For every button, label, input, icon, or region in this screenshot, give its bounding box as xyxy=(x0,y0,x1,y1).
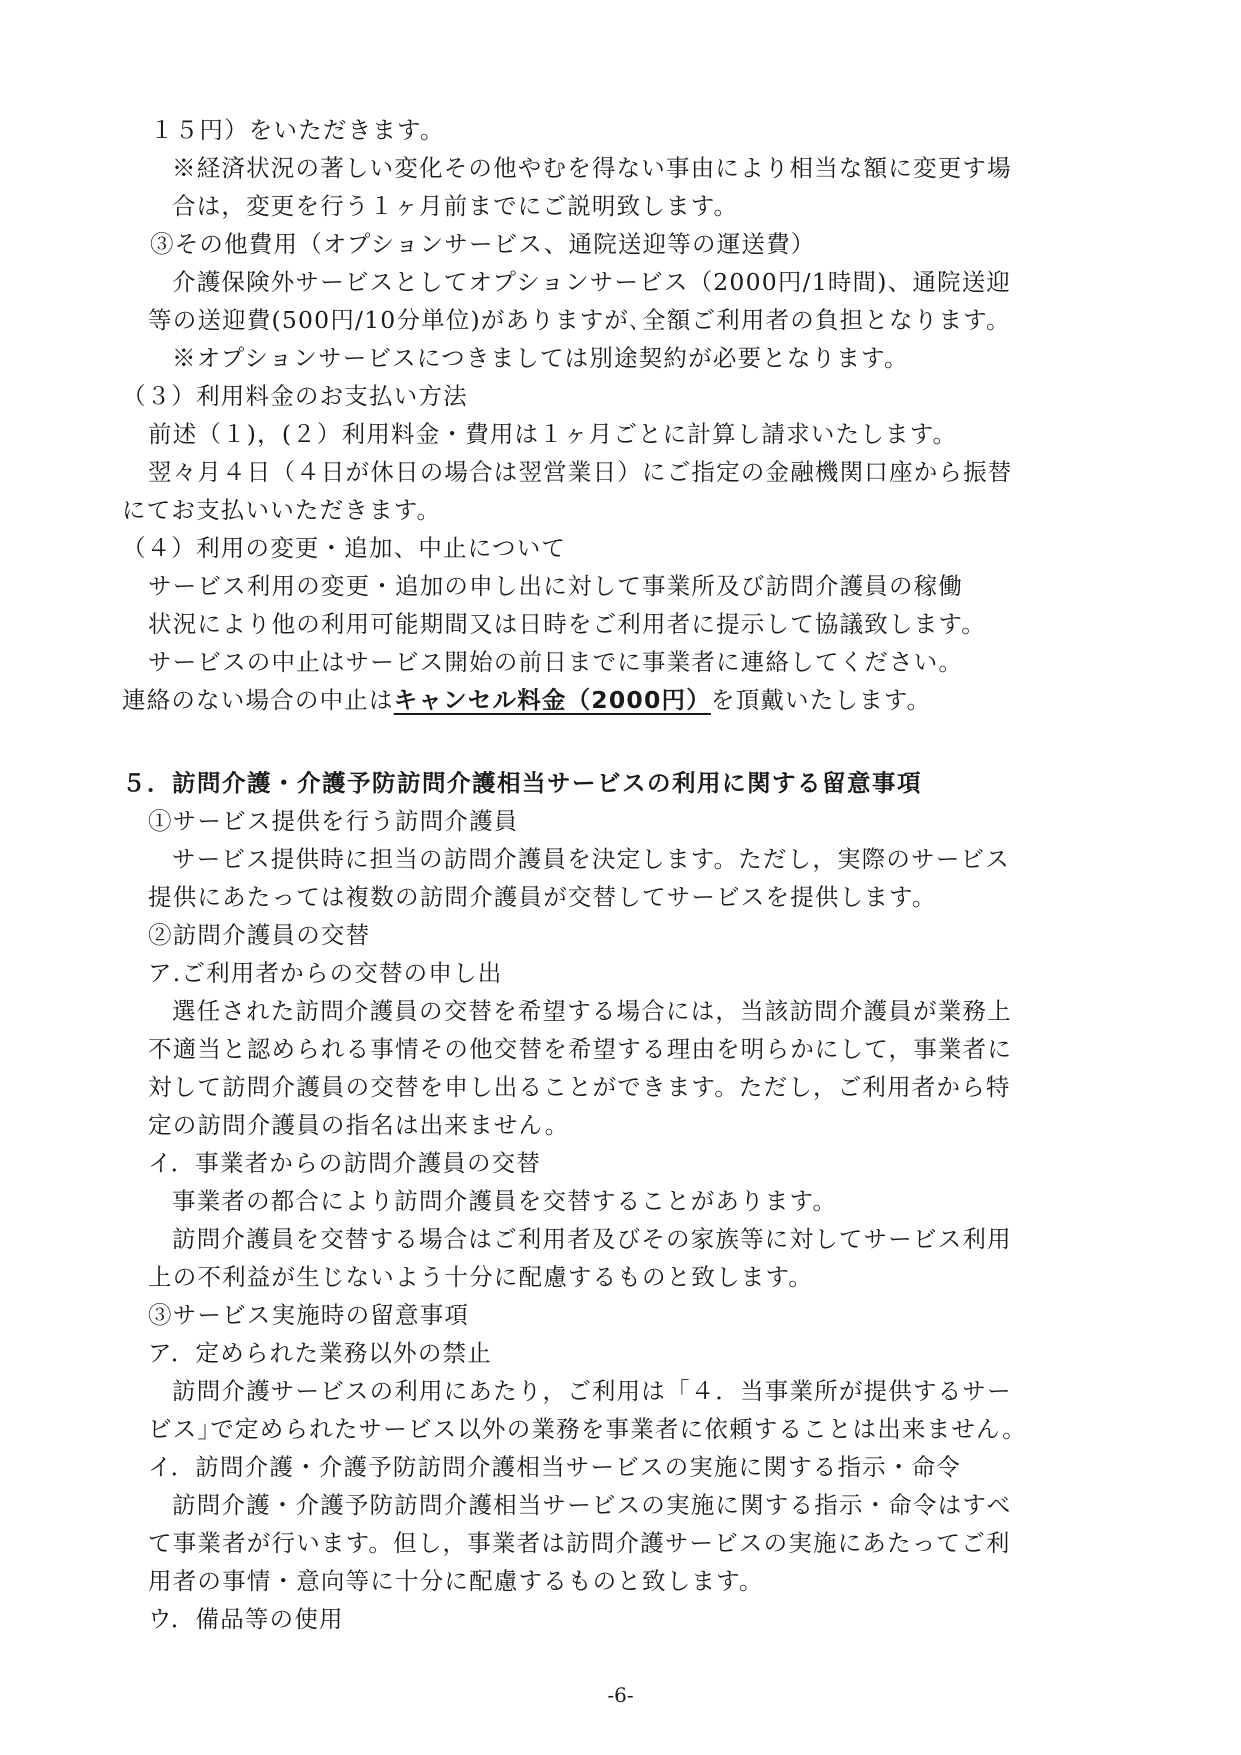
text-line: 不適当と認められる事情その他交替を希望する理由を明らかにして，事業者に xyxy=(148,1035,1013,1063)
text-line: ※オプションサービスにつきましては別途契約が必要となります。 xyxy=(172,344,909,372)
subsection-heading: （３）利用料金のお支払い方法 xyxy=(122,382,468,410)
text-line: 上の不利益が生じないよう十分に配慮するものと致します。 xyxy=(148,1263,814,1291)
text-line: 訪問介護サービスの利用にあたり，ご利用は「４．当事業所が提供するサー xyxy=(172,1377,1012,1405)
text-line: 合は，変更を行う１ヶ月前までにご説明致します。 xyxy=(172,192,739,220)
cancel-text-after: を頂戴いたします。 xyxy=(710,686,932,714)
text-line: ③サービス実施時の留意事項 xyxy=(148,1301,470,1329)
text-line: て事業者が行います。但し，事業者は訪問介護サービスの実施にあたってご利 xyxy=(148,1529,1011,1557)
text-line: 選任された訪問介護員の交替を希望する場合には，当該訪問介護員が業務上 xyxy=(172,997,1012,1025)
text-line: 翌々月４日（４日が休日の場合は翌営業日）にご指定の金融機関口座から振替 xyxy=(148,458,1013,486)
text-line: 介護保険外サービスとしてオプションサービス（2000円/1時間)、通院送迎 xyxy=(172,268,1012,296)
text-line: 提供にあたっては複数の訪問介護員が交替してサービスを提供します。 xyxy=(148,883,937,911)
text-line: イ．訪問介護・介護予防訪問介護相当サービスの実施に関する指示・命令 xyxy=(148,1453,961,1481)
text-line: 対して訪問介護員の交替を申し出ることができます。ただし，ご利用者から特 xyxy=(148,1073,1011,1101)
text-line: ②訪問介護員の交替 xyxy=(148,921,371,949)
text-line: ビス｣で定められたサービス以外の業務を事業者に依頼することは出来ません。 xyxy=(148,1415,1027,1443)
text-line: ③その他費用（オプションサービス、通院送迎等の運送費） xyxy=(150,230,816,258)
text-line: ア．定められた業務以外の禁止 xyxy=(148,1339,492,1367)
text-line: 前述（１)，(２）利用料金・費用は１ヶ月ごとに計算し請求いたします。 xyxy=(148,420,958,448)
text-line: サービス利用の変更・追加の申し出に対して事業所及び訪問介護員の稼働 xyxy=(148,572,964,600)
cancel-text-before: 連絡のない場合の中止は xyxy=(122,686,394,714)
text-line: ※経済状況の著しい変化その他やむを得ない事由により相当な額に変更す場 xyxy=(172,154,1012,182)
text-line: 訪問介護員を交替する場合はご利用者及びその家族等に対してサービス利用 xyxy=(172,1225,1012,1253)
text-line: ウ．備品等の使用 xyxy=(148,1605,344,1633)
cancel-fee-emphasis: キャンセル料金（2000円） xyxy=(393,686,711,714)
text-line: 訪問介護・介護予防訪問介護相当サービスの実施に関する指示・命令はすべ xyxy=(172,1491,1012,1519)
text-line: サービス提供時に担当の訪問介護員を決定します。ただし，実際のサービス xyxy=(172,845,1010,873)
text-line: 等の送迎費(500円/10分単位)がありますが､全額ご利用者の負担となります。 xyxy=(148,306,1011,334)
text-line: 状況により他の利用可能期間又は日時をご利用者に提示して協議致します。 xyxy=(148,610,986,638)
text-line: にてお支払いいただきます。 xyxy=(122,496,442,524)
section-5-heading: ５．訪問介護・介護予防訪問介護相当サービスの利用に関する留意事項 xyxy=(122,769,922,797)
text-line: サービスの中止はサービス開始の前日までに事業者に連絡してください。 xyxy=(148,648,964,676)
text-line: ①サービス提供を行う訪問介護員 xyxy=(148,807,519,835)
page-number: -6- xyxy=(607,1683,634,1707)
subsection-heading: （４）利用の変更・追加、中止について xyxy=(122,534,567,562)
text-line: ア.ご利用者からの交替の申し出 xyxy=(148,959,503,987)
text-line: 事業者の都合により訪問介護員を交替することがあります。 xyxy=(172,1187,838,1215)
text-line: 定の訪問介護員の指名は出来ません。 xyxy=(148,1111,570,1139)
cancel-fee-line xyxy=(122,682,931,718)
text-line: イ．事業者からの訪問介護員の交替 xyxy=(148,1149,542,1177)
text-line: 用者の事情・意向等に十分に配慮するものと致します。 xyxy=(148,1567,764,1595)
text-line: １５円）をいただきます。 xyxy=(150,116,445,144)
